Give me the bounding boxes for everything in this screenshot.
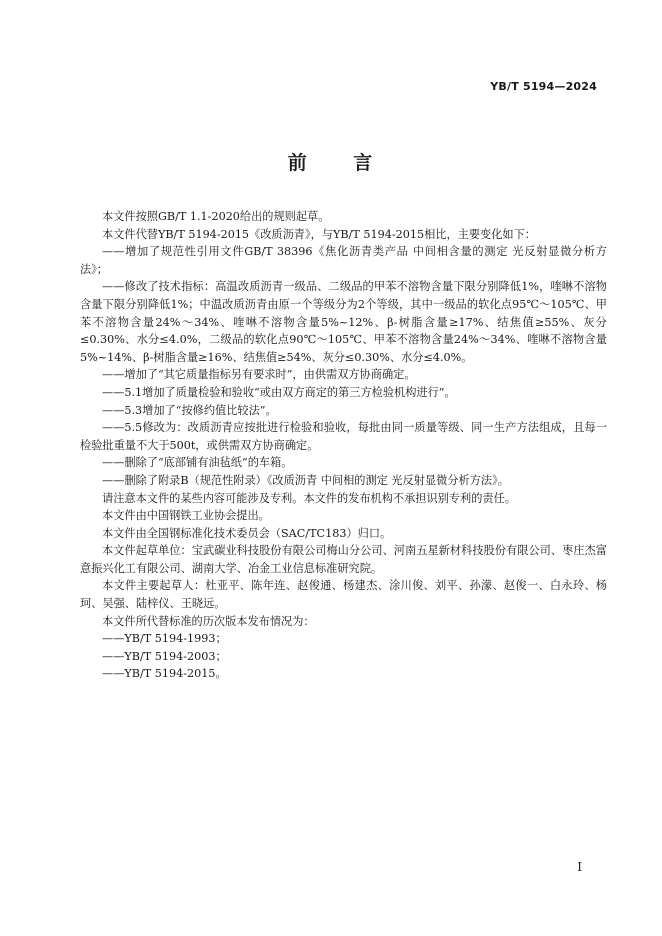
paragraph: ——YB/T 5194-1993； [102, 632, 227, 646]
page-title: 前 言 [287, 152, 375, 174]
paragraph: ——YB/T 5194-2015。 [102, 667, 227, 681]
paragraph: ——增加了“其它质量指标另有要求时”，由供需双方协商确定。 [102, 368, 416, 382]
paragraph: 本文件起草单位：宝武碳业科技股份有限公司梅山分公司、河南五星新材科技股份有限公司、枣庄杰富意振兴化工有限公司、湖南大学、冶金工业信息标准研究院。 [80, 544, 607, 575]
paragraph: ——修改了技术指标：高温改质沥青一级品、二级品的甲苯不溶物含量下限分别降低1%，喹啉不溶物含量下限分别降低1%；中温改质沥青由原一个等级分为2个等级，其中一级品的软化点95℃～105℃、甲苯不溶物含量24%～34%、喹啉不溶物含量5%~12%、β-树脂含量≥17%、结焦值≥55%、灰分≤0.30%、水分≤4.0%，二级品的软化点90℃～105℃、甲苯不溶物含量24%～34%、喹啉不溶物含量5%~14%、β-树脂含量≥16%、结焦值≥54%、灰分≤0.30%、水分≤4.0%。 [80, 280, 607, 364]
paragraph: ——5.3增加了“按修约值比较法”。 [102, 403, 277, 417]
paragraph: 请注意本文件的某些内容可能涉及专利。本文件的发布机构不承担识别专利的责任。 [102, 491, 516, 505]
paragraph: ——YB/T 5194-2003； [102, 649, 227, 663]
paragraph: 本文件按照GB/T 1.1-2020给出的规则起草。 [102, 210, 330, 223]
standard-number: YB/T 5194—2024 [490, 80, 597, 93]
paragraph: ——增加了规范性引用文件GB/T 38396《焦化沥青类产品 中间相含量的测定 光反射显微分析方法》； [80, 245, 607, 276]
paragraph: ——5.5修改为：改质沥青应按批进行检验和验收，每批由同一质量等级、同一生产方法组成，且每一检验批重量不大于500t，或供需双方协商确定。 [80, 421, 607, 452]
paragraph: 本文件由全国钢标准化技术委员会（SAC/TC183）归口。 [102, 526, 392, 540]
paragraph: 本文件所代替标准的历次版本发布情况为： [102, 614, 315, 628]
paragraph: 本文件由中国钢铁工业协会提出。 [102, 509, 270, 523]
paragraph: 本文件主要起草人：杜亚平、陈年连、赵俊通、杨建杰、涂川俊、刘平、孙濛、赵俊一、白永玲、杨珂、吴强、陆梓仪、王晓远。 [80, 579, 607, 611]
paragraph: ——删除了附录B（规范性附录）《改质沥青 中间相的测定 光反射显微分析方法》。 [102, 473, 509, 487]
paragraph: ——删除了“底部铺有油毡纸”的车箱。 [102, 456, 293, 470]
paragraph: ——5.1增加了质量检验和验收“或由双方商定的第三方检验机构进行”。 [102, 385, 456, 399]
paragraph: 本文件代替YB/T 5194-2015《改质沥青》，与YB/T 5194-2015相比，主要变化如下： [102, 227, 536, 241]
page-number: I [577, 860, 582, 874]
foreword-body [80, 208, 607, 683]
